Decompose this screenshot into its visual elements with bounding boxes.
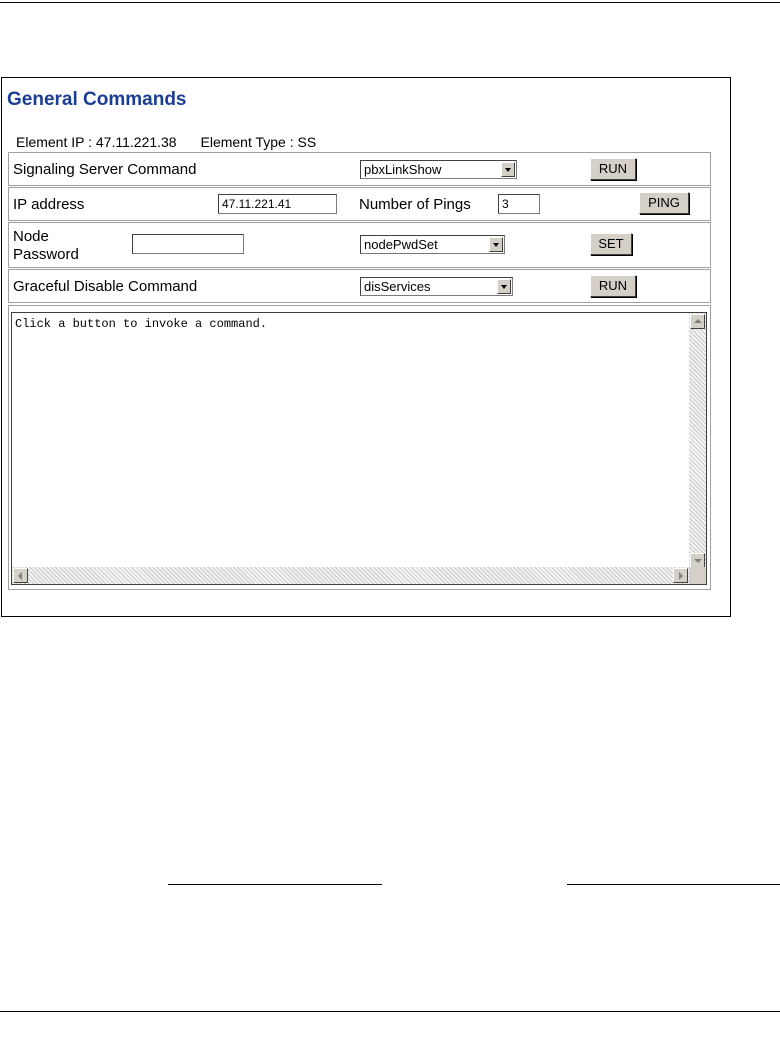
signaling-command-select[interactable] bbox=[360, 160, 517, 179]
chevron-down-icon[interactable] bbox=[489, 237, 503, 252]
element-info bbox=[16, 134, 336, 150]
down-arrow-icon[interactable] bbox=[690, 553, 705, 568]
ping-button[interactable]: PING bbox=[639, 192, 689, 214]
signaling-command-selected: pbxLinkShow bbox=[364, 162, 442, 177]
top-rule bbox=[0, 2, 780, 3]
vertical-scrollbar[interactable] bbox=[689, 313, 706, 569]
graceful-disable-selected: disServices bbox=[364, 279, 431, 294]
up-arrow-icon[interactable] bbox=[690, 314, 705, 329]
element-ip: Element IP : 47.11.221.38 bbox=[16, 134, 177, 150]
node-password-label-line1: Node bbox=[13, 228, 49, 245]
scrollbar-corner bbox=[689, 567, 706, 584]
left-arrow-icon[interactable] bbox=[13, 568, 28, 583]
graceful-disable-label: Graceful Disable Command bbox=[13, 278, 198, 295]
command-output-textarea[interactable] bbox=[11, 312, 707, 585]
number-of-pings-label: Number of Pings bbox=[359, 196, 471, 213]
set-button[interactable]: SET bbox=[590, 233, 632, 255]
graceful-disable-select[interactable] bbox=[360, 277, 513, 296]
signature-line-right bbox=[567, 884, 780, 885]
node-password-label-line2: Password bbox=[13, 246, 79, 263]
horizontal-scrollbar[interactable] bbox=[12, 567, 689, 584]
node-command-select[interactable] bbox=[360, 235, 505, 254]
page-title: General Commands bbox=[7, 89, 187, 110]
right-arrow-icon[interactable] bbox=[673, 568, 688, 583]
signaling-run-button[interactable]: RUN bbox=[590, 158, 636, 180]
signaling-command-label: Signaling Server Command bbox=[13, 161, 197, 178]
node-password-input[interactable] bbox=[132, 234, 244, 254]
signature-line-left bbox=[168, 884, 382, 885]
ip-address-label: IP address bbox=[13, 196, 85, 213]
node-command-selected: nodePwdSet bbox=[364, 237, 438, 252]
ip-address-input[interactable]: 47.11.221.41 bbox=[218, 194, 337, 214]
chevron-down-icon[interactable] bbox=[497, 279, 511, 294]
chevron-down-icon[interactable] bbox=[501, 162, 515, 177]
bottom-rule bbox=[0, 1011, 780, 1012]
element-type: Element Type : SS bbox=[200, 134, 317, 150]
number-of-pings-input[interactable]: 3 bbox=[498, 194, 540, 214]
output-text: Click a button to invoke a command. bbox=[15, 317, 268, 331]
graceful-run-button[interactable]: RUN bbox=[590, 275, 636, 297]
